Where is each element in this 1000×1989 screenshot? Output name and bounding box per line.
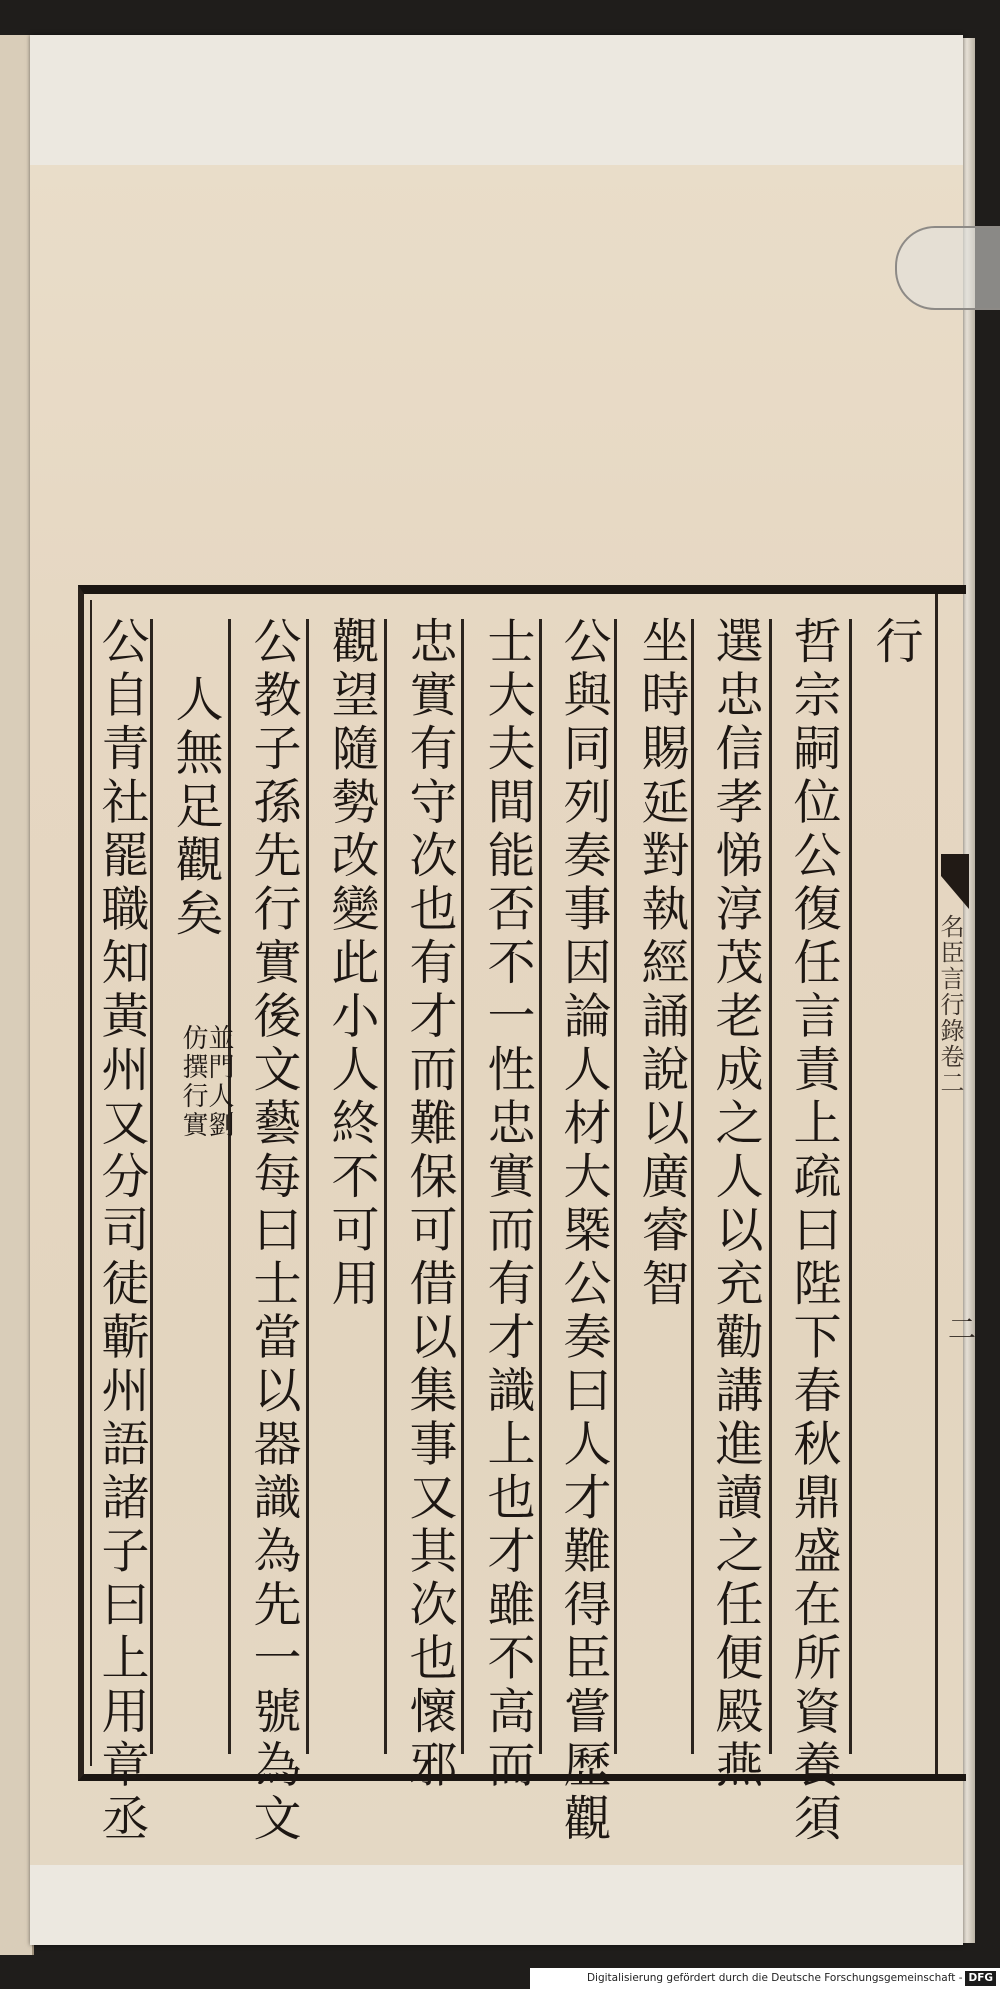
column-rule bbox=[306, 619, 309, 1754]
fishtail-title: 名臣言行錄卷二 bbox=[936, 914, 964, 1096]
dfg-logo: DFG bbox=[965, 1971, 996, 1986]
fishtail-page-number: 二 bbox=[944, 1314, 977, 1342]
column-rule bbox=[461, 619, 464, 1754]
text-column-1: 行 bbox=[867, 616, 923, 670]
text-column-11: 公自青社罷職知黃州又分司徒蘄州語諸子曰上用章丞 bbox=[93, 616, 149, 1847]
text-column-4: 坐時賜延對執經誦說以廣睿智 bbox=[633, 616, 689, 1312]
text-column-6: 士大夫間能否不一性忠實而有才識上也才雖不高而 bbox=[479, 616, 535, 1793]
column-rule bbox=[384, 619, 387, 1754]
footer-credit bbox=[530, 1968, 1000, 1989]
text-column-10-main: 人無足觀矣 bbox=[167, 674, 223, 942]
column-rule bbox=[614, 619, 617, 1754]
text-frame bbox=[78, 585, 977, 1847]
text-column-3: 選忠信孝悌淳茂老成之人以充勸講進讀之任便殿燕 bbox=[707, 616, 763, 1793]
back-page-edge bbox=[0, 35, 34, 1955]
text-column-9: 公教子孫先行實後文藝每曰士當以器識為先一號為文 bbox=[245, 616, 301, 1847]
text-column-10 bbox=[164, 674, 226, 1754]
text-column-2: 哲宗嗣位公復任言責上疏曰陛下春秋鼎盛在所資養須 bbox=[785, 616, 841, 1847]
fishtail-margin bbox=[935, 594, 977, 1774]
column-rule bbox=[228, 619, 231, 1754]
text-column-8: 觀望隨勢改變此小人終不可用 bbox=[323, 616, 379, 1312]
text-column-7: 忠實有守次也有才而難保可借以集事又其次也懷邪 bbox=[401, 616, 457, 1793]
column-rule bbox=[539, 619, 542, 1754]
fishtail-mark bbox=[941, 854, 969, 909]
text-column-5: 公與同列奏事因論人材大槩公奏曰人才難得臣嘗歷觀 bbox=[555, 616, 611, 1847]
annotation-note-a: 並門人劉 bbox=[204, 1024, 234, 1140]
column-rule bbox=[769, 619, 772, 1754]
column-rule bbox=[849, 619, 852, 1754]
annotation-note-b: 仿撰行實 bbox=[178, 1024, 208, 1140]
index-tab-slip bbox=[895, 226, 1000, 310]
footer-credit-text: Digitalisierung gefördert durch die Deutsche Forschungsgemeinschaft - bbox=[586, 1972, 963, 1984]
